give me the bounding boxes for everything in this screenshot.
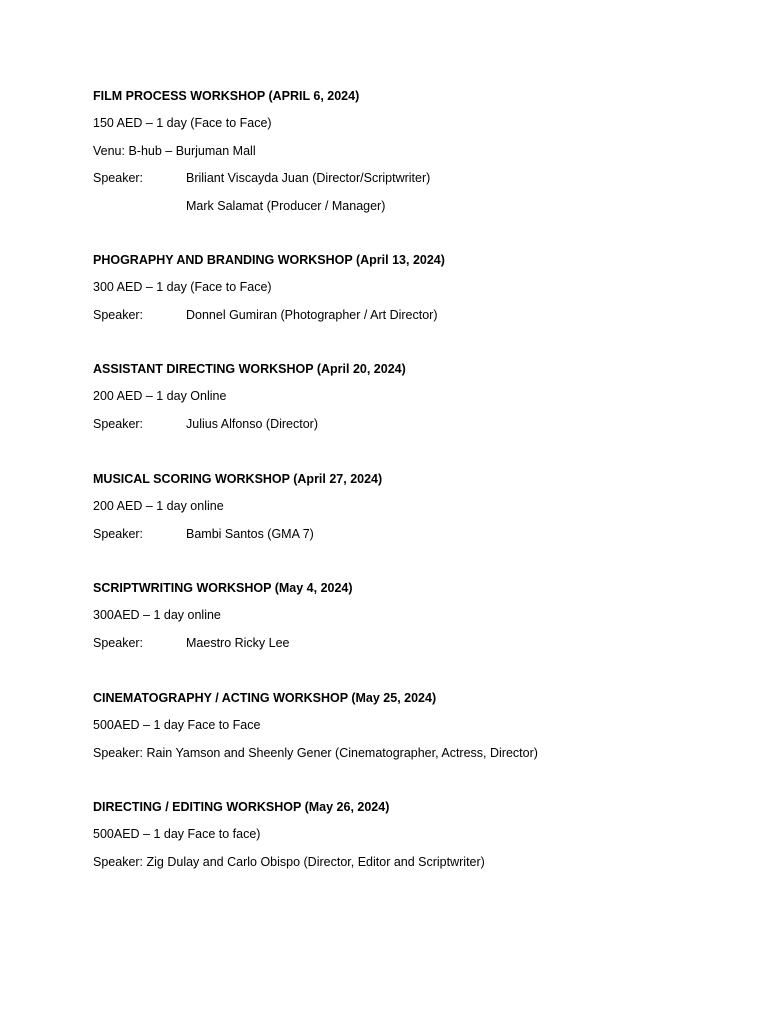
speaker-label: Speaker: <box>93 307 144 322</box>
workshop-title: FILM PROCESS WORKSHOP (APRIL 6, 2024) <box>93 89 360 103</box>
speaker-name: Mark Salamat (Producer / Manager) <box>186 198 386 213</box>
speaker-row <box>93 307 733 334</box>
workshop-assistant-directing <box>93 361 733 443</box>
workshop-price: 300AED – 1 day online <box>93 608 221 623</box>
workshop-venue: Venu: B-hub – Burjuman Mall <box>93 143 256 158</box>
workshop-price: 500AED – 1 day Face to Face <box>93 718 261 733</box>
speaker-name: Julius Alfonso (Director) <box>186 416 318 431</box>
workshop-photography-branding <box>93 252 733 334</box>
workshop-title: PHOGRAPHY AND BRANDING WORKSHOP (April 13, 2024) <box>93 253 445 267</box>
workshop-film-process <box>93 88 733 225</box>
workshop-title: ASSISTANT DIRECTING WORKSHOP (April 20, 2024) <box>93 362 406 376</box>
speaker-row <box>93 526 733 553</box>
speaker-name: Donnel Gumiran (Photographer / Art Director) <box>186 307 438 322</box>
speaker-row <box>93 635 733 662</box>
speaker-row <box>93 198 733 225</box>
speaker-name: Maestro Ricky Lee <box>186 635 290 650</box>
speaker-line: Speaker: Zig Dulay and Carlo Obispo (Director, Editor and Scriptwriter) <box>93 854 485 869</box>
speaker-row <box>93 416 733 443</box>
workshop-price: 150 AED – 1 day (Face to Face) <box>93 116 272 131</box>
workshop-title: SCRIPTWRITING WORKSHOP (May 4, 2024) <box>93 581 353 595</box>
workshop-scriptwriting <box>93 580 733 662</box>
speaker-name: Briliant Viscayda Juan (Director/Scriptwriter) <box>186 171 431 186</box>
workshop-price: 200 AED – 1 day online <box>93 499 224 514</box>
speaker-label: Speaker: <box>93 526 144 541</box>
workshop-directing-editing <box>93 799 733 881</box>
workshop-price: 300 AED – 1 day (Face to Face) <box>93 280 272 295</box>
speaker-name: Bambi Santos (GMA 7) <box>186 526 314 541</box>
speaker-row <box>93 170 733 197</box>
workshop-price: 500AED – 1 day Face to face) <box>93 827 261 842</box>
workshop-price: 200 AED – 1 day Online <box>93 389 227 404</box>
speaker-label: Speaker: <box>93 171 144 186</box>
workshop-musical-scoring <box>93 471 733 553</box>
speaker-line: Speaker: Rain Yamson and Sheenly Gener (Cinematographer, Actress, Director) <box>93 745 538 760</box>
speaker-label: Speaker: <box>93 416 144 431</box>
workshop-title: MUSICAL SCORING WORKSHOP (April 27, 2024) <box>93 472 383 486</box>
workshop-title: DIRECTING / EDITING WORKSHOP (May 26, 2024) <box>93 800 390 814</box>
speaker-label: Speaker: <box>93 635 144 650</box>
workshop-title: CINEMATOGRAPHY / ACTING WORKSHOP (May 25, 2024) <box>93 691 437 705</box>
workshop-cinematography-acting <box>93 690 733 772</box>
